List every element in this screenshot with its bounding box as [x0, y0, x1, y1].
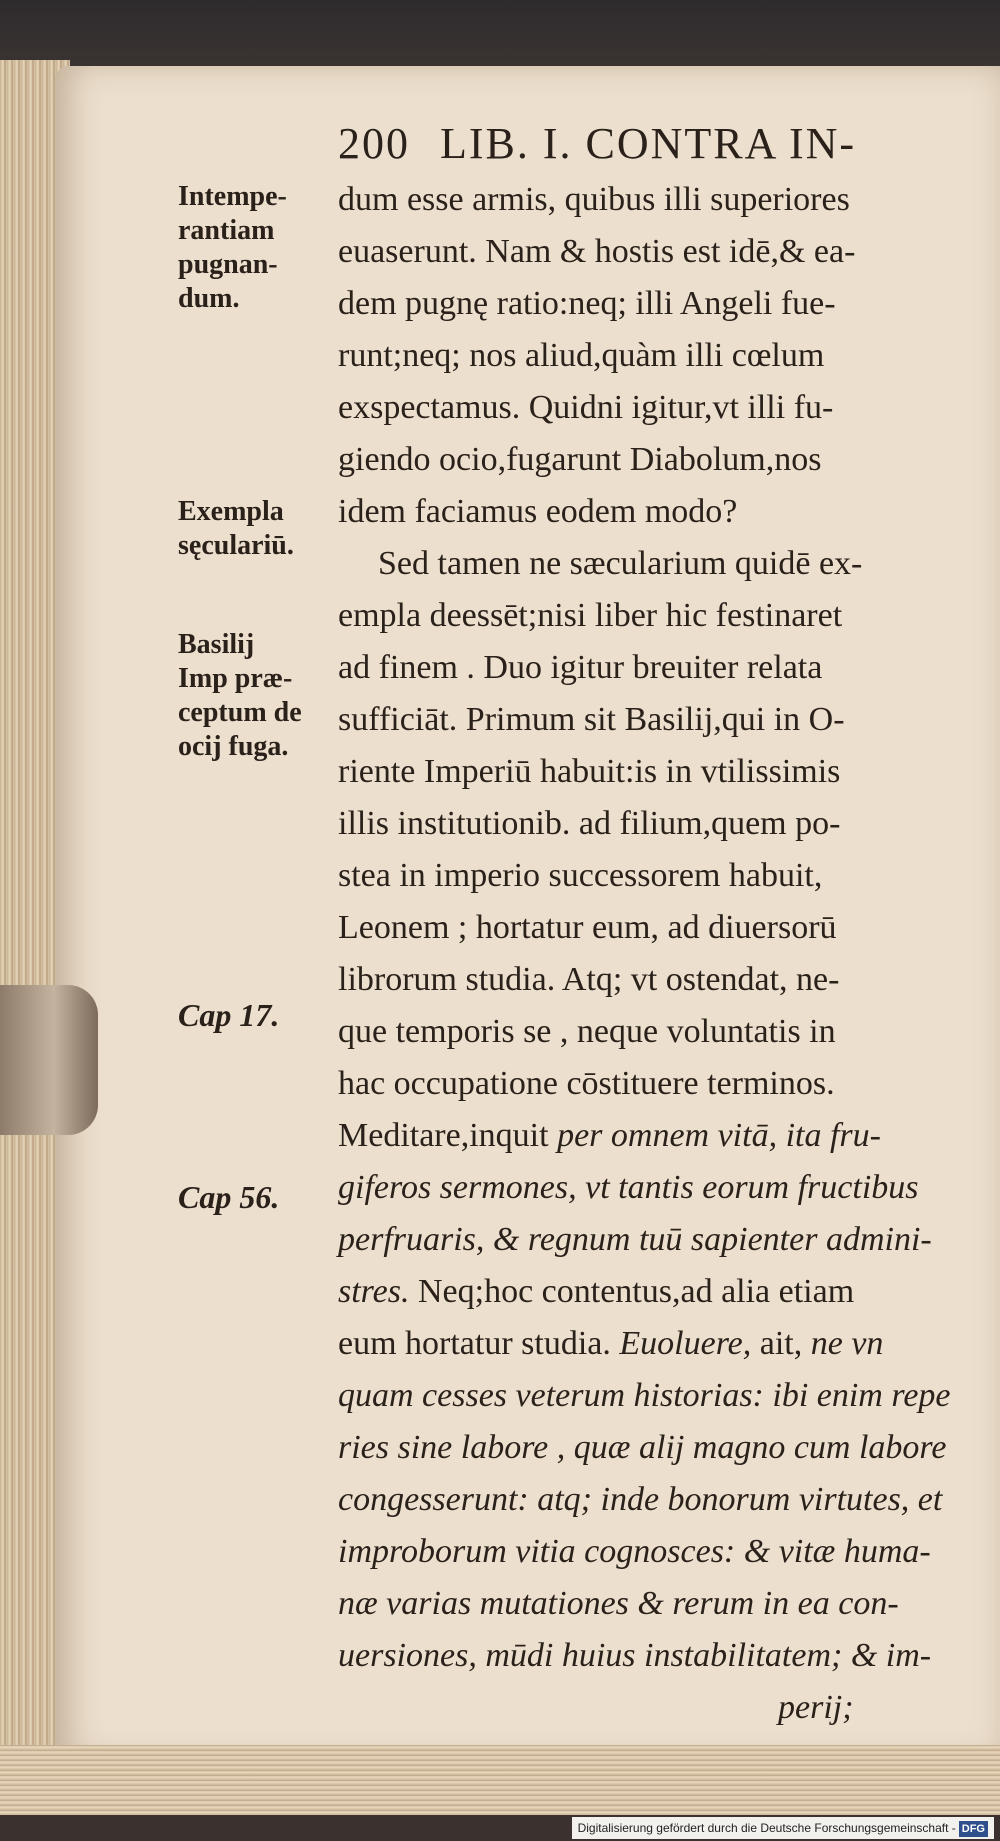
- text-line: empla deessēt;nisi liber hic festinaret: [338, 597, 843, 634]
- text-line: exspectamus. Quidni igitur,vt illi fu-: [338, 389, 834, 426]
- text-line: perfruaris, & regnum tuū sapienter admini-: [338, 1221, 932, 1258]
- text-line: librorum studia. Atq; vt ostendat, ne-: [338, 961, 840, 998]
- text-line: uersiones, mūdi huius instabilitatem; & im-: [338, 1637, 932, 1674]
- text-line: illis institutionib. ad filium,quem po-: [338, 805, 841, 842]
- text-line: Meditare,inquit per omnem vitā, ita fru-: [338, 1117, 881, 1154]
- text-line: ries sine labore , quæ alij magno cum labore: [338, 1429, 947, 1466]
- text-line: perij;: [778, 1689, 854, 1726]
- text-line: stres. Neq;hoc contentus,ad alia etiam: [338, 1273, 855, 1310]
- margin-note-cap56: Cap 56.: [178, 1179, 280, 1215]
- text-line: euaserunt. Nam & hostis est idē,& ea-: [338, 233, 856, 270]
- text-line: giendo ocio,fugarunt Diabolum,nos: [338, 441, 822, 478]
- text-line: hac occupatione cōstituere terminos.: [338, 1065, 835, 1102]
- running-title: LIB. I. CONTRA IN-: [440, 119, 857, 168]
- text-line: dum esse armis, quibus illi superiores: [338, 181, 850, 218]
- bookmark-clip: [0, 985, 98, 1135]
- text-line: næ varias mutationes & rerum in ea con-: [338, 1585, 899, 1622]
- page-number: 200: [338, 119, 410, 168]
- text-line: idem faciamus eodem modo?: [338, 493, 738, 530]
- text-line: dem pugnę ratio:neq; illi Angeli fue-: [338, 285, 836, 322]
- text-line: eum hortatur studia. Euoluere, ait, ne vn: [338, 1325, 884, 1362]
- page-stack-bottom: [0, 1745, 1000, 1815]
- margin-note-basilij: Basilij Imp præ- ceptum de ocij fuga.: [178, 629, 302, 762]
- text-line: Leonem ; hortatur eum, ad diuersorū: [338, 909, 837, 946]
- dfg-logo: DFG: [959, 1821, 988, 1837]
- margin-note-intemperantia: Intempe- rantiam pugnan- dum.: [178, 181, 287, 314]
- text-line: congesserunt: atq; inde bonorum virtutes, et: [338, 1481, 943, 1518]
- digitization-credit: Digitalisierung gefördert durch die Deutsche Forschungsgemeinschaft - DFG: [572, 1817, 994, 1839]
- running-header: [338, 118, 856, 169]
- text-line: improborum vitia cognosces: & vitæ huma-: [338, 1533, 931, 1570]
- text-line: quam cesses veterum historias: ibi enim repe: [338, 1377, 951, 1414]
- text-line: Sed tamen ne sæcularium quidē ex-: [378, 545, 863, 582]
- text-line: sufficiāt. Primum sit Basilij,qui in O-: [338, 701, 845, 738]
- text-line: stea in imperio successorem habuit,: [338, 857, 823, 894]
- margin-note-cap17: Cap 17.: [178, 997, 280, 1033]
- text-line: riente Imperiū habuit:is in vtilissimis: [338, 753, 841, 790]
- text-line: ad finem . Duo igitur breuiter relata: [338, 649, 823, 686]
- text-line: runt;neq; nos aliud,quàm illi cœlum: [338, 337, 825, 374]
- text-line: que temporis se , neque voluntatis in: [338, 1013, 836, 1050]
- text-line: giferos sermones, vt tantis eorum fructibus: [338, 1169, 919, 1206]
- margin-note-exempla: Exempla sęculariū.: [178, 496, 294, 561]
